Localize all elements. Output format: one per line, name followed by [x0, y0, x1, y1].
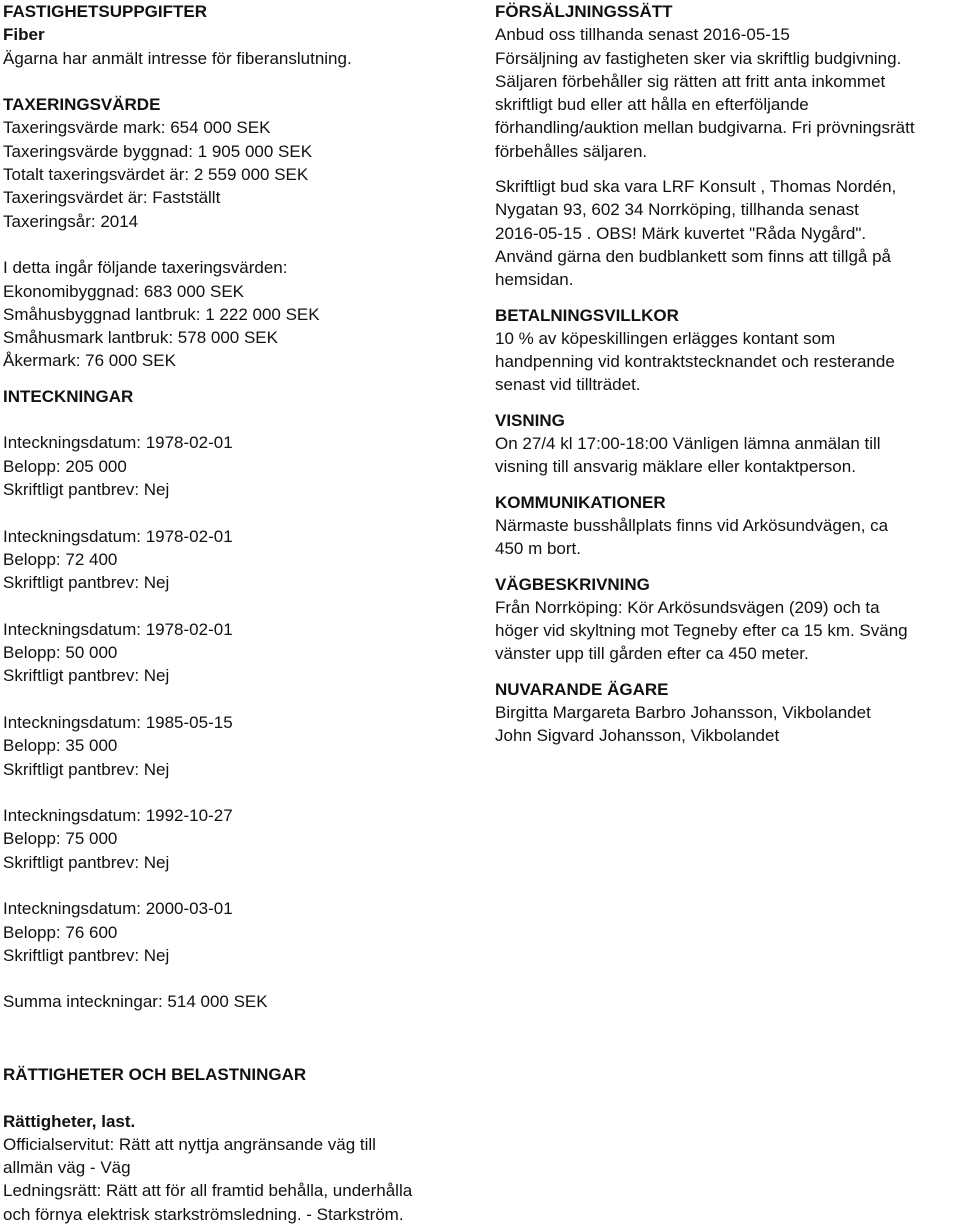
betalningsvillkor-line: senast vid tillträdet. — [495, 375, 641, 395]
taxering-sub-line: Åkermark: 76 000 SEK — [3, 351, 176, 371]
forsaljningssatt-heading: FÖRSÄLJNINGSSÄTT — [495, 2, 673, 21]
inteckning-date: Inteckningsdatum: 2000-03-01 — [3, 899, 233, 919]
forsaljningssatt-line: 2016-05-15 . OBS! Märk kuvertet "Råda Nygård". — [495, 223, 867, 243]
inteckning-entry — [3, 711, 473, 781]
inteckning-entry — [3, 525, 473, 595]
taxering-line: Taxeringsvärde byggnad: 1 905 000 SEK — [3, 141, 313, 161]
rattigheter-sub-heading: Rättigheter, last. — [3, 1111, 136, 1131]
taxering-line: Taxeringsvärdet är: Fastställt — [3, 188, 221, 208]
taxering-line: Taxeringsvärde mark: 654 000 SEK — [3, 118, 271, 138]
rattigheter-line: Ledningsrätt: Rätt att för all framtid behålla, underhålla — [3, 1181, 413, 1201]
inteckning-entry — [3, 804, 473, 874]
vagbeskrivning-line: Från Norrköping: Kör Arkösundsvägen (209) och ta — [495, 597, 880, 617]
forsaljningssatt-line: Försäljning av fastigheten sker via skriftlig budgivning. — [495, 48, 902, 68]
forsaljningssatt-line: Nygatan 93, 602 34 Norrköping, tillhanda senast — [495, 200, 859, 220]
forsaljningssatt-line: hemsidan. — [495, 270, 574, 290]
vagbeskrivning-line: vänster upp till gården efter ca 450 meter. — [495, 644, 809, 664]
agare-line: Birgitta Margareta Barbro Johansson, Vikbolandet — [495, 703, 871, 723]
agare-line: John Sigvard Johansson, Vikbolandet — [495, 726, 780, 746]
forsaljningssatt-line: skriftligt bud eller att hålla en efterföljande — [495, 95, 809, 115]
inteckning-entry — [3, 618, 473, 688]
inteckning-amount: Belopp: 205 000 — [3, 456, 127, 476]
inteckning-date: Inteckningsdatum: 1992-10-27 — [3, 806, 233, 826]
inteckning-pantbrev: Skriftligt pantbrev: Nej — [3, 479, 170, 499]
inteckning-amount: Belopp: 76 600 — [3, 922, 118, 942]
fiber-text: Ägarna har anmält intresse för fiberanslutning. — [3, 48, 352, 68]
inteckning-entry — [3, 431, 473, 501]
rattigheter-heading: RÄTTIGHETER OCH BELASTNINGAR — [3, 1065, 307, 1084]
taxering-line: Taxeringsår: 2014 — [3, 211, 139, 231]
inteckning-pantbrev: Skriftligt pantbrev: Nej — [3, 573, 170, 593]
inteckning-date: Inteckningsdatum: 1978-02-01 — [3, 619, 233, 639]
betalningsvillkor-line: handpenning vid kontraktstecknandet och resterande — [495, 352, 895, 372]
rattigheter-section — [3, 1063, 953, 1226]
vagbeskrivning-line: höger vid skyltning mot Tegneby efter ca 15 km. Sväng — [495, 621, 908, 641]
fastighetsuppgifter-heading: FASTIGHETSUPPGIFTER — [3, 2, 208, 21]
forsaljningssatt-line: förhandling/auktion mellan budgivarna. Fri prövningsrätt — [495, 118, 915, 138]
taxering-heading: TAXERINGSVÄRDE — [3, 95, 161, 115]
inteckning-amount: Belopp: 35 000 — [3, 736, 118, 756]
inteckningar-summa: Summa inteckningar: 514 000 SEK — [3, 992, 268, 1012]
inteckning-date: Inteckningsdatum: 1978-02-01 — [3, 526, 233, 546]
inteckning-amount: Belopp: 50 000 — [3, 643, 118, 663]
visning-line: visning till ansvarig mäklare eller kontaktperson. — [495, 457, 856, 477]
rattigheter-line: allmän väg - Väg — [3, 1158, 131, 1178]
inteckning-amount: Belopp: 72 400 — [3, 549, 118, 569]
kommunikationer-line: 450 m bort. — [495, 539, 581, 559]
visning-line: On 27/4 kl 17:00-18:00 Vänligen lämna anmälan till — [495, 434, 881, 454]
inteckning-pantbrev: Skriftligt pantbrev: Nej — [3, 666, 170, 686]
forsaljningssatt-line: Säljaren förbehåller sig rätten att fritt anta inkommet — [495, 71, 886, 91]
inteckningar-heading: INTECKNINGAR — [3, 386, 134, 406]
inteckning-pantbrev: Skriftligt pantbrev: Nej — [3, 945, 170, 965]
forsaljningssatt-line: förbehålles säljaren. — [495, 141, 648, 161]
forsaljningssatt-line: Använd gärna den budblankett som finns att tillgå på — [495, 246, 891, 266]
kommunikationer-heading: KOMMUNIKATIONER — [495, 492, 666, 512]
taxering-sub-line: Småhusbyggnad lantbruk: 1 222 000 SEK — [3, 304, 320, 324]
nuvarande-agare-heading: NUVARANDE ÄGARE — [495, 679, 669, 699]
kommunikationer-line: Närmaste busshållplats finns vid Arkösundvägen, ca — [495, 515, 889, 535]
betalningsvillkor-line: 10 % av köpeskillingen erlägges kontant som — [495, 328, 836, 348]
inteckning-date: Inteckningsdatum: 1978-02-01 — [3, 433, 233, 453]
rattigheter-line: Officialservitut: Rätt att nyttja angränsande väg till — [3, 1134, 376, 1154]
betalningsvillkor-heading: BETALNINGSVILLKOR — [495, 305, 679, 325]
taxering-line: Totalt taxeringsvärdet är: 2 559 000 SEK — [3, 165, 309, 185]
inteckning-date: Inteckningsdatum: 1985-05-15 — [3, 712, 233, 732]
inteckning-entry — [3, 897, 473, 967]
taxering-sub-line: Småhusmark lantbruk: 578 000 SEK — [3, 328, 278, 348]
inteckning-pantbrev: Skriftligt pantbrev: Nej — [3, 852, 170, 872]
inteckning-amount: Belopp: 75 000 — [3, 829, 118, 849]
forsaljningssatt-line: Anbud oss tillhanda senast 2016-05-15 — [495, 25, 790, 45]
taxering-sub-line: Ekonomibyggnad: 683 000 SEK — [3, 281, 245, 301]
right-column — [495, 0, 957, 748]
vagbeskrivning-heading: VÄGBESKRIVNING — [495, 574, 650, 594]
rattigheter-line: och förnya elektrisk starkströmsledning. - Starkström. — [3, 1204, 404, 1224]
visning-heading: VISNING — [495, 410, 565, 430]
fiber-heading: Fiber — [3, 25, 45, 45]
inteckning-pantbrev: Skriftligt pantbrev: Nej — [3, 759, 170, 779]
taxering-sub-intro: I detta ingår följande taxeringsvärden: — [3, 258, 288, 278]
forsaljningssatt-line: Skriftligt bud ska vara LRF Konsult , Thomas Nordén, — [495, 177, 897, 197]
left-column — [3, 0, 473, 1014]
